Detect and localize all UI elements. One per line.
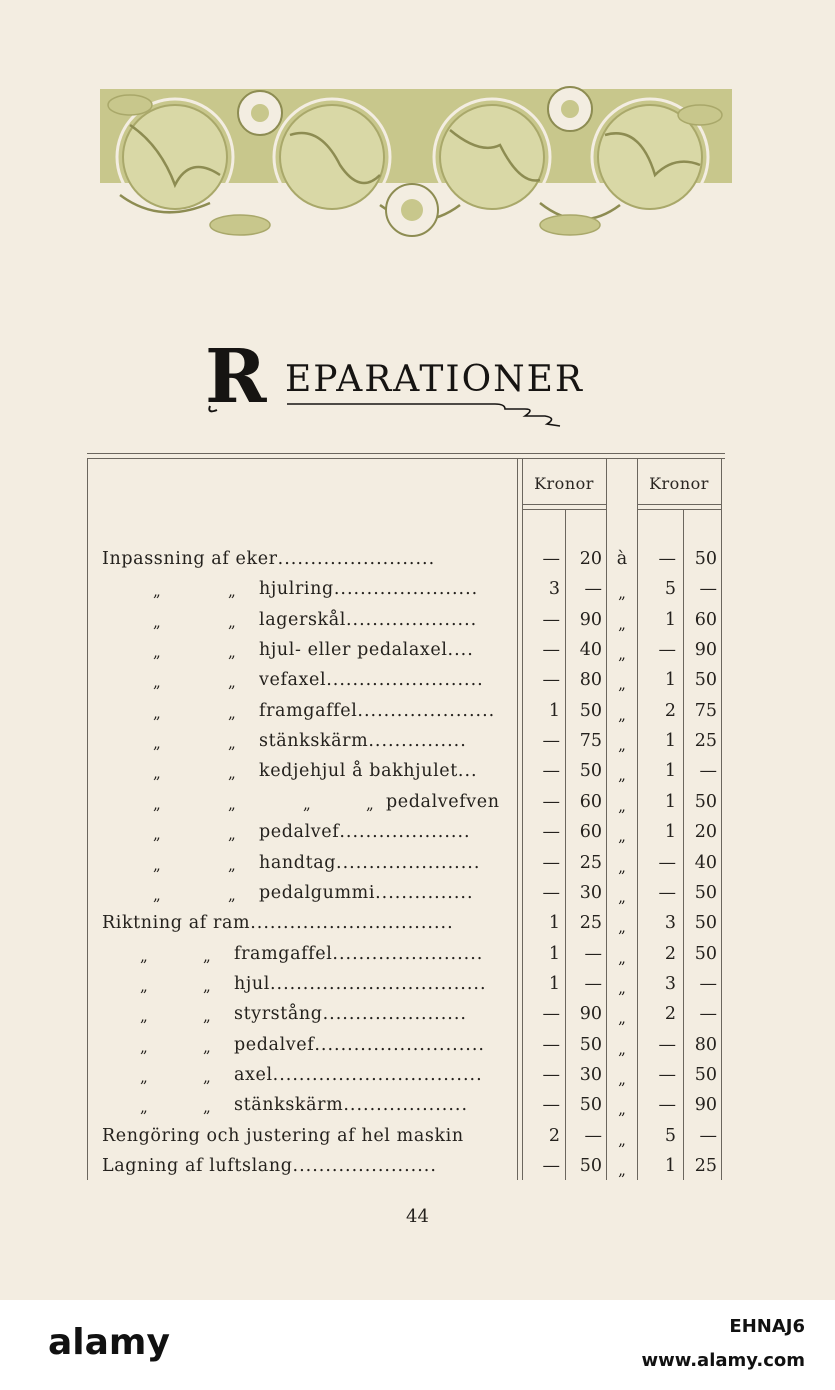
price-separator: „ [618,675,626,693]
price-separator: „ [618,645,626,663]
ditto-mark: „ [153,886,161,904]
price-from-kronor: — [542,1035,560,1055]
row-label [259,882,512,904]
price-to-kronor: 2 [664,701,676,721]
leader-dots: ................................. [269,974,487,994]
leader-dots: ...................... [336,853,481,873]
price-to-ore: 60 [694,610,717,630]
ditto-mark: „ [140,1038,148,1056]
ditto-mark: „ [203,977,211,995]
table-row [0,998,835,1028]
price-from-ore: 25 [579,853,602,873]
price-separator: „ [618,706,626,724]
price-from-kronor: — [542,731,560,751]
price-to-kronor: 3 [664,913,676,933]
table-row [0,543,835,573]
price-from-ore: 50 [579,1156,602,1176]
title-text: EPARATIONER [285,359,584,400]
price-separator: „ [618,766,626,784]
table-row [0,938,835,968]
ditto-mark: „ [140,1098,148,1116]
price-from-ore: 80 [579,670,602,690]
price-to-ore: — [699,579,717,599]
price-to-ore: — [699,761,717,781]
table-top-rule [87,453,725,454]
ditto-mark: „ [153,734,161,752]
price-to-ore: 50 [694,792,717,812]
price-to-kronor: — [658,853,676,873]
price-from-ore: 75 [579,731,602,751]
table-row [0,695,835,725]
row-label [259,821,512,843]
row-label [259,609,512,631]
row-label [386,791,512,813]
price-from-ore: — [584,944,602,964]
price-to-kronor: 2 [664,1004,676,1024]
row-label [234,1064,512,1086]
price-to-kronor: 5 [664,579,676,599]
table-row [0,725,835,755]
watermark-image-id: EHNAJ6 [729,1316,805,1337]
price-to-ore: 50 [694,883,717,903]
table-row [0,786,835,816]
row-label [234,973,512,995]
price-to-kronor: 2 [664,944,676,964]
leader-dots: ........................ [326,670,484,690]
ditto-mark: „ [228,643,236,661]
row-label-text: styrstång [234,1004,323,1024]
title-drop-cap: R [205,334,267,420]
price-separator: à [616,549,628,569]
header-kronor-1: Kronor [534,474,594,493]
row-label-text: Inpassning af eker [102,549,278,569]
ditto-mark: „ [203,1038,211,1056]
price-from-kronor: — [542,1156,560,1176]
ditto-mark: „ [303,795,311,813]
price-from-ore: 90 [579,610,602,630]
table-row [0,664,835,694]
leader-dots: ................................ [272,1065,483,1085]
ditto-mark: „ [228,613,236,631]
price-to-kronor: 1 [664,792,676,812]
ditto-mark: „ [153,856,161,874]
price-to-kronor: 5 [664,1126,676,1146]
table-row [0,1029,835,1059]
price-from-kronor: 1 [548,701,560,721]
price-separator: „ [618,858,626,876]
leader-dots: ..................... [357,701,496,721]
row-label [102,912,512,934]
header-kronor-2: Kronor [649,474,709,493]
price-from-ore: 25 [579,913,602,933]
price-to-kronor: — [658,1035,676,1055]
price-separator: „ [618,1100,626,1118]
row-label-text: stänkskärm [259,731,369,751]
row-label [102,1125,512,1147]
row-label [259,639,512,661]
row-label [234,1034,512,1056]
ditto-mark: „ [203,1068,211,1086]
table-row [0,755,835,785]
ditto-mark: „ [153,643,161,661]
price-to-ore: 50 [694,549,717,569]
price-from-kronor: 1 [548,944,560,964]
price-to-kronor: 1 [664,761,676,781]
price-to-ore: 75 [694,701,717,721]
ditto-mark: „ [203,1007,211,1025]
table-row [0,1120,835,1150]
price-from-ore: 50 [579,701,602,721]
ditto-mark: „ [153,825,161,843]
price-from-ore: 60 [579,792,602,812]
price-from-kronor: — [542,549,560,569]
price-separator: „ [618,918,626,936]
price-from-ore: 40 [579,640,602,660]
row-label-text: Rengöring och justering af hel maskin [102,1126,464,1146]
price-from-ore: 30 [579,1065,602,1085]
table-row [0,573,835,603]
row-label [234,943,512,965]
ditto-mark: „ [366,795,374,813]
watermark-brand: alamy [48,1322,170,1363]
page-number: 44 [406,1206,429,1227]
price-from-kronor: — [542,853,560,873]
price-from-kronor: — [542,640,560,660]
price-separator: „ [618,888,626,906]
leader-dots: .......................... [314,1035,485,1055]
leader-dots: ....................... [332,944,484,964]
leader-dots: .................... [345,610,478,630]
price-separator: „ [618,1131,626,1149]
row-label-text: Riktning af ram [102,913,251,933]
watermark-site: www.alamy.com [641,1350,805,1371]
price-from-kronor: — [542,1065,560,1085]
leader-dots: ... [457,761,478,781]
ditto-mark: „ [153,673,161,691]
row-label-text: vefaxel [259,670,327,690]
price-separator: „ [618,797,626,815]
row-label-text: axel [234,1065,273,1085]
price-to-ore: 50 [694,1065,717,1085]
price-from-kronor: — [542,610,560,630]
ditto-mark: „ [228,825,236,843]
price-to-kronor: — [658,1095,676,1115]
header-rule-a [522,504,606,505]
leader-dots: .... [447,640,474,660]
row-label-text: Lagning af luftslang [102,1156,293,1176]
table-row [0,968,835,998]
row-label-text: hjul- eller pedalaxel [259,640,448,660]
row-label-text: framgaffel [234,944,333,964]
price-from-kronor: — [542,670,560,690]
price-from-ore: 30 [579,883,602,903]
row-label-text: handtag [259,853,337,873]
price-from-kronor: — [542,822,560,842]
leader-dots: ............... [368,731,467,751]
price-separator: „ [618,1040,626,1058]
price-separator: „ [618,1161,626,1179]
price-from-ore: 50 [579,1095,602,1115]
row-label-text: lagerskål [259,610,346,630]
watermark-footer [0,1300,835,1390]
table-row [0,907,835,937]
price-to-ore: 50 [694,670,717,690]
price-from-kronor: 1 [548,974,560,994]
ditto-mark: „ [153,582,161,600]
header-rule-a-inner [522,509,606,510]
ditto-mark: „ [153,613,161,631]
ditto-mark: „ [228,704,236,722]
table-row [0,634,835,664]
row-label [259,578,512,600]
ditto-mark: „ [140,947,148,965]
leader-dots: ........................ [277,549,436,569]
leader-dots: ............... [375,883,474,903]
row-label-text: stänkskärm [234,1095,344,1115]
table-row [0,604,835,634]
price-to-ore: 50 [694,944,717,964]
price-to-kronor: — [658,549,676,569]
row-label [259,852,512,874]
row-label-text: hjulring [259,579,334,599]
price-to-kronor: — [658,883,676,903]
price-from-ore: — [584,1126,602,1146]
table-row [0,847,835,877]
price-to-kronor: 1 [664,610,676,630]
price-to-ore: 20 [694,822,717,842]
ditto-mark: „ [228,582,236,600]
price-from-ore: 20 [579,549,602,569]
leader-dots: ............................... [250,913,454,933]
price-to-kronor: 3 [664,974,676,994]
price-from-kronor: — [542,761,560,781]
price-from-kronor: 1 [548,913,560,933]
header-rule-b-inner [637,509,721,510]
price-from-kronor: 2 [548,1126,560,1146]
price-from-ore: 60 [579,822,602,842]
price-to-ore: 40 [694,853,717,873]
table-row [0,1089,835,1119]
price-from-ore: — [584,579,602,599]
price-separator: „ [618,949,626,967]
price-separator: „ [618,615,626,633]
price-to-ore: — [699,1004,717,1024]
table-top-rule-inner [87,458,725,459]
price-to-kronor: 1 [664,731,676,751]
price-from-ore: 50 [579,761,602,781]
row-label-text: pedalvef [259,822,340,842]
row-label-text: pedalvefven [386,792,500,812]
row-label-text: pedalvef [234,1035,315,1055]
table-row [0,816,835,846]
leader-dots: .................... [339,822,471,842]
price-to-ore: 90 [694,640,717,660]
price-from-kronor: — [542,1095,560,1115]
header-rule-b [637,504,721,505]
price-from-kronor: — [542,792,560,812]
price-to-ore: — [699,974,717,994]
row-label [102,548,512,570]
price-to-kronor: 1 [664,670,676,690]
ditto-mark: „ [140,977,148,995]
leader-dots: ...................... [333,579,479,599]
row-label-text: framgaffel [259,701,358,721]
row-label [259,700,512,722]
price-to-ore: — [699,1126,717,1146]
ditto-mark: „ [153,704,161,722]
ditto-mark: „ [140,1007,148,1025]
table-row [0,877,835,907]
ditto-mark: „ [228,886,236,904]
ditto-mark: „ [140,1068,148,1086]
row-label [259,669,512,691]
price-separator: „ [618,827,626,845]
table-row [0,1150,835,1180]
price-to-ore: 90 [694,1095,717,1115]
row-label [259,730,512,752]
price-from-ore: — [584,974,602,994]
ditto-mark: „ [203,947,211,965]
price-separator: „ [618,584,626,602]
leader-dots: ...................... [322,1004,467,1024]
price-to-kronor: 1 [664,1156,676,1176]
price-to-kronor: — [658,1065,676,1085]
ditto-mark: „ [228,795,236,813]
ditto-mark: „ [228,673,236,691]
table-row [0,1059,835,1089]
price-to-ore: 50 [694,913,717,933]
price-to-ore: 25 [694,1156,717,1176]
ditto-mark: „ [228,764,236,782]
row-label [102,1155,512,1177]
price-separator: „ [618,1009,626,1027]
price-to-kronor: 1 [664,822,676,842]
leader-dots: ................... [343,1095,469,1115]
leader-dots: ...................... [292,1156,437,1176]
price-from-kronor: — [542,1004,560,1024]
ditto-mark: „ [153,795,161,813]
price-separator: „ [618,1070,626,1088]
row-label [234,1003,512,1025]
row-label-text: pedalgummi [259,883,376,903]
ditto-mark: „ [228,856,236,874]
price-to-kronor: — [658,640,676,660]
price-separator: „ [618,736,626,754]
price-to-ore: 80 [694,1035,717,1055]
row-label-text: kedjehjul å bakhjulet [259,761,458,781]
price-separator: „ [618,979,626,997]
row-label-text: hjul [234,974,270,994]
row-label [259,760,512,782]
row-label [234,1094,512,1116]
price-from-kronor: 3 [548,579,560,599]
ditto-mark: „ [203,1098,211,1116]
ditto-mark: „ [228,734,236,752]
price-to-ore: 25 [694,731,717,751]
price-from-ore: 90 [579,1004,602,1024]
price-from-ore: 50 [579,1035,602,1055]
ditto-mark: „ [153,764,161,782]
price-from-kronor: — [542,883,560,903]
